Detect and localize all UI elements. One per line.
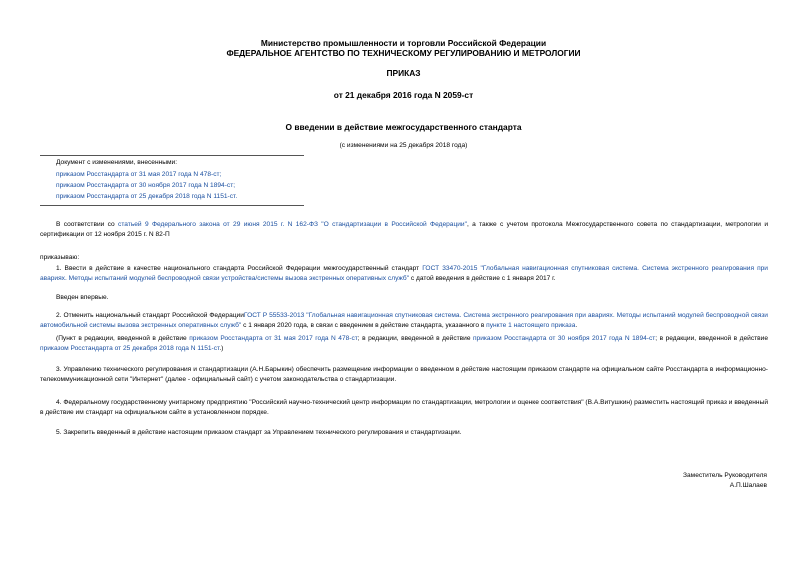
- preamble-paragraph: В соответствии со статьей 9 Федерального закона от 29 июня 2015 г. N 162-ФЗ "О стандартизации в Российской Федерации", а также с учетом протокола Межгосударственного совета по стандартизации, метрологии и сертификации от 12 ноября 2015 г. N 82-П: [40, 221, 768, 239]
- changes-intro: Документ с изменениями, внесенными:: [56, 159, 178, 166]
- revision-link-1151[interactable]: приказом Росстандарта от 25 декабря 2018 года N 1151-ст: [40, 345, 220, 353]
- signatory-name: А.П.Шалаев: [729, 482, 767, 489]
- gost-r-55533-link[interactable]: ГОСТ Р 55533-2013 "Глобальная навигационная спутниковая система. Система экстренного реагирования при авариях. Методы испытаний модулей беспроводной связи автомобильной системы вызова экстренных оперативных служб": [40, 312, 768, 330]
- changes-bottom-divider: [40, 205, 304, 206]
- document-type: ПРИКАЗ: [386, 68, 421, 78]
- clause-2: 2. Отменить национальный стандарт Российской ФедерацииГОСТ Р 55533-2013 "Глобальная навигационная спутниковая система. Система экстренного реагирования при авариях. Методы испытаний модулей беспроводной связи автомобильной системы вызова экстренных оперативных служб" с 1 января 2020 года, в связи с введением в действие стандарта, указанного в пункте 1 настоящего приказа.: [40, 312, 768, 330]
- document-title: О введении в действие межгосударственного стандарта: [285, 122, 522, 132]
- revision-link-1894[interactable]: приказом Росстандарта от 30 ноября 2017 года N 1894-ст: [472, 335, 656, 342]
- clause-5: 5. Закрепить введенный в действие настоящим приказом стандарт за Управлением технического регулирования и стандартизации.: [56, 429, 462, 436]
- ministry-name: Министерство промышленности и торговли Российской Федерации: [260, 38, 547, 48]
- clause-1-link[interactable]: пункте 1 настоящего приказа: [486, 322, 576, 330]
- clause-1: 1. Ввести в действие в качестве национального стандарта Российской Федерации межгосударственный стандарт ГОСТ 33470-2015 "Глобальная навигационная спутниковая система. Система экстренного реагирования при авариях. Методы испытаний модулей беспроводной связи устройства/системы вызова экстренных оперативных служб" с датой введения в действие с 1 января 2017 г.: [40, 265, 768, 283]
- agency-name: ФЕДЕРАЛЬНОЕ АГЕНТСТВО ПО ТЕХНИЧЕСКОМУ РЕГУЛИРОВАНИЮ И МЕТРОЛОГИИ: [226, 48, 581, 58]
- revision-note: (с изменениями на 25 декабря 2018 года): [339, 142, 468, 149]
- clause-2-revision-note: (Пункт в редакции, введенной в действие приказом Росстандарта от 31 мая 2017 года N 478-ст; в редакции, введенной в действие приказом Росстандарта от 30 ноября 2017 года N 1894-ст; в редакции, введенной в действие приказом Росстандарта от 25 декабря 2018 года N 1151-ст.): [40, 335, 769, 353]
- clause-4: 4. Федеральному государственному унитарному предприятию "Российский научно-технический центр информации по стандартизации, метрологии и оценке соответствия" (В.А.Витушкин) разместить настоящий приказ и введенный в действие им стандарт на официальном сайте в установленном порядке.: [40, 399, 768, 417]
- change-link-1151[interactable]: приказом Росстандарта от 25 декабря 2018 года N 1151-ст.: [56, 193, 238, 200]
- change-link-1894[interactable]: приказом Росстандарта от 30 ноября 2017 года N 1894-ст;: [56, 182, 236, 189]
- revision-link-478[interactable]: приказом Росстандарта от 31 мая 2017 года N 478-ст: [189, 335, 358, 342]
- gost-33470-link[interactable]: ГОСТ 33470-2015 "Глобальная навигационная спутниковая система. Система экстренного реагирования при авариях. Методы испытаний модулей беспроводной связи устройства/системы вызова экстренных оперативных служб": [40, 265, 768, 283]
- clause-3: 3. Управлению технического регулирования и стандартизации (А.Н.Барыкин) обеспечить размещение информации о введенном в действие настоящим приказом стандарте на официальном сайте Росстандарта в информационно-телекоммуникационной сети "Интернет" (далее - официальный сайт) с учетом законодательства о стандартизации.: [40, 366, 768, 384]
- introduced-first-note: Введен впервые.: [56, 294, 109, 301]
- change-link-478[interactable]: приказом Росстандарта от 31 мая 2017 года N 478-ст;: [56, 171, 222, 178]
- order-word: приказываю:: [40, 254, 80, 261]
- document-date: от 21 декабря 2016 года N 2059-ст: [333, 90, 474, 100]
- changes-top-divider: [40, 155, 304, 156]
- signatory-position: Заместитель Руководителя: [683, 472, 767, 479]
- law-162-fz-link[interactable]: статьей 9 Федерального закона от 29 июня 2015 г. N 162-ФЗ "О стандартизации в Российской Федерации": [118, 221, 467, 228]
